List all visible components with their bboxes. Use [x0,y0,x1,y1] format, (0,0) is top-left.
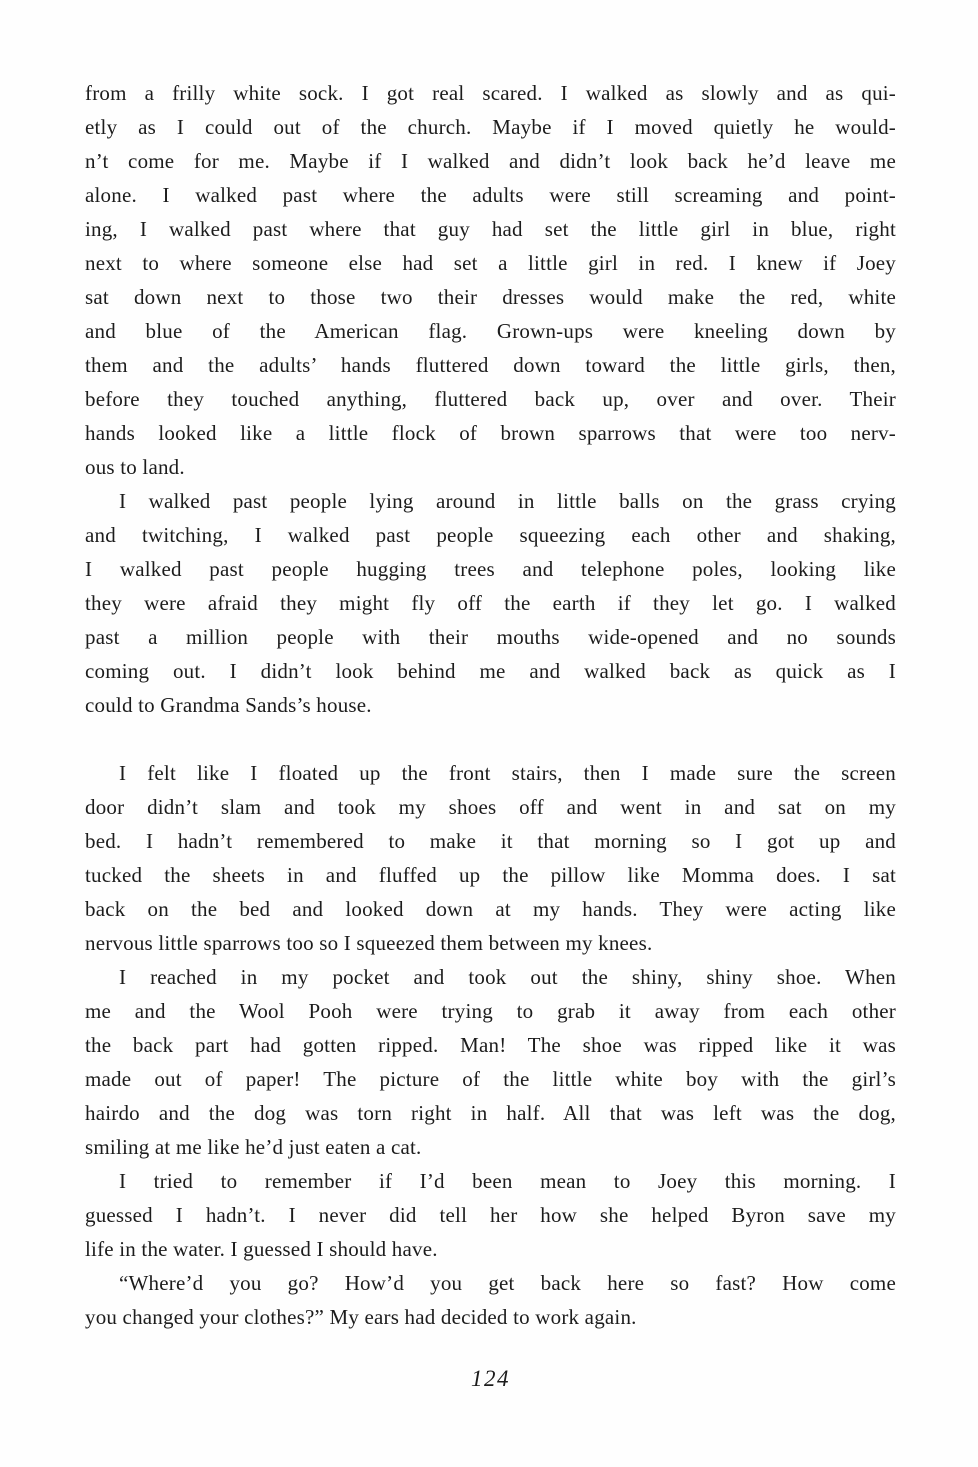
text-line: sat down next to those two their dresses would make the red, white [85,285,896,309]
text-line: coming out. I didn’t look behind me and walked back as quick as I [85,659,896,683]
text-line: back on the bed and looked down at my hands. They were acting like [85,897,896,921]
paragraph [85,960,896,1164]
paragraph [85,76,896,484]
text-line: hairdo and the dog was torn right in half. All that was left was the dog, [85,1101,896,1125]
text-line: next to where someone else had set a little girl in red. I knew if Joey [85,251,896,275]
text-line: they were afraid they might fly off the earth if they let go. I walked [85,591,896,615]
text-line: life in the water. I guessed I should have. [85,1237,438,1261]
text-line: nervous little sparrows too so I squeezed them between my knees. [85,931,653,955]
text-line: made out of paper! The picture of the little white boy with the girl’s [85,1067,896,1091]
page-number: 124 [471,1366,510,1391]
text-line: door didn’t slam and took my shoes off and went in and sat on my [85,795,896,819]
paragraph [85,484,896,722]
text-line: I reached in my pocket and took out the shiny, shiny shoe. When [119,965,896,989]
text-line: the back part had gotten ripped. Man! The shoe was ripped like it was [85,1033,896,1057]
paragraph [85,1164,896,1266]
text-line: could to Grandma Sands’s house. [85,693,372,717]
text-line: alone. I walked past where the adults were still screaming and point- [85,183,896,207]
text-line: ous to land. [85,455,185,479]
text-line: hands looked like a little flock of brown sparrows that were too nerv- [85,421,896,445]
text-line: me and the Wool Pooh were trying to grab it away from each other [85,999,896,1023]
text-line: tucked the sheets in and fluffed up the pillow like Momma does. I sat [85,863,896,887]
text-line: smiling at me like he’d just eaten a cat. [85,1135,422,1159]
text-line: you changed your clothes?” My ears had decided to work again. [85,1305,637,1329]
text-line: from a frilly white sock. I got real scared. I walked as slowly and as qui- [85,81,896,105]
text-line: and blue of the American flag. Grown-ups were kneeling down by [85,319,896,343]
text-line: before they touched anything, fluttered back up, over and over. Their [85,387,896,411]
paragraph [85,1266,896,1334]
text-line: past a million people with their mouths wide-opened and no sounds [85,625,896,649]
text-line: and twitching, I walked past people squeezing each other and shaking, [85,523,896,547]
paragraph [85,756,896,960]
text-line: them and the adults’ hands fluttered down toward the little girls, then, [85,353,896,377]
text-line: I felt like I floated up the front stairs, then I made sure the screen [119,761,896,785]
text-line: guessed I hadn’t. I never did tell her how she helped Byron save my [85,1203,896,1227]
text-line: n’t come for me. Maybe if I walked and didn’t look back he’d leave me [85,149,896,173]
text-line: I tried to remember if I’d been mean to Joey this morning. I [119,1169,896,1193]
text-line: I walked past people hugging trees and telephone poles, looking like [85,557,896,581]
text-line: bed. I hadn’t remembered to make it that morning so I got up and [85,829,896,853]
text-line: “Where’d you go? How’d you get back here so fast? How come [119,1271,896,1295]
text-line: etly as I could out of the church. Maybe if I moved quietly he would- [85,115,896,139]
page-text [85,76,896,1334]
text-line: ing, I walked past where that guy had set the little girl in blue, right [85,217,896,241]
text-line: I walked past people lying around in little balls on the grass crying [119,489,896,513]
